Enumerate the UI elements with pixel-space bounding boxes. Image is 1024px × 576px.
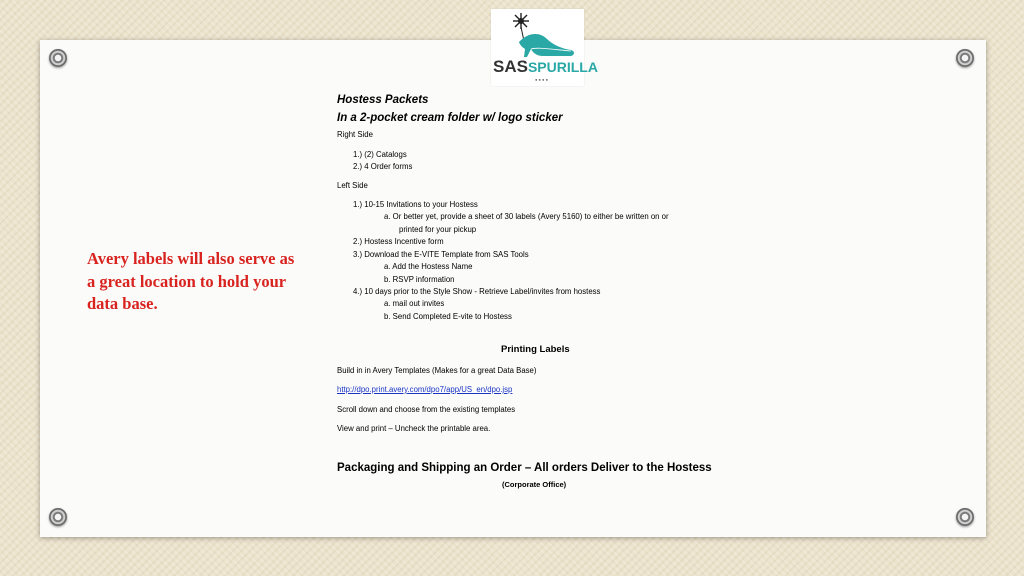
list-item: 2.) 4 Order forms bbox=[353, 162, 413, 171]
list-item: 1.) 10-15 Invitations to your Hostess bbox=[353, 200, 478, 209]
grommet-icon bbox=[49, 49, 67, 67]
printing-text: Scroll down and choose from the existing templates bbox=[337, 405, 516, 414]
list-item: 1.) (2) Catalogs bbox=[353, 150, 407, 159]
sub-list-item: b. RSVP information bbox=[384, 275, 455, 284]
printing-heading: Printing Labels bbox=[501, 344, 570, 355]
sub-list-item: a. Or better yet, provide a sheet of 30 labels (Avery 5160) to either be written on or bbox=[384, 212, 669, 221]
packaging-heading: Packaging and Shipping an Order – All orders Deliver to the Hostess bbox=[337, 462, 712, 474]
sub-list-item: a. Add the Hostess Name bbox=[384, 262, 473, 271]
sub-list-item: printed for your pickup bbox=[399, 225, 477, 234]
left-side-label: Left Side bbox=[337, 181, 368, 190]
printing-text: View and print – Uncheck the printable area. bbox=[337, 424, 491, 433]
sasspurilla-logo bbox=[491, 9, 598, 86]
printing-text: Build in in Avery Templates (Makes for a great Data Base) bbox=[337, 366, 537, 375]
sub-list-item: b. Send Completed E-vite to Hostess bbox=[384, 312, 512, 321]
list-item: 3.) Download the E-VITE Template from SAS Tools bbox=[353, 250, 529, 259]
doc-title: Hostess Packets bbox=[337, 94, 429, 106]
avery-callout: Avery labels will also serve as a great location to hold your data base. bbox=[87, 249, 295, 313]
list-item: 4.) 10 days prior to the Style Show - Retrieve Label/invites from hostess bbox=[353, 287, 601, 296]
grommet-icon bbox=[956, 508, 974, 526]
list-item: 2.) Hostess Incentive form bbox=[353, 237, 444, 246]
logo-wordmark: SASSPURILLA bbox=[493, 57, 598, 76]
logo-tagline: ● ● ● ● bbox=[535, 77, 548, 82]
avery-template-link[interactable]: http://dpo.print.avery.com/dpo7/app/US_en/dpo.jsp bbox=[337, 385, 513, 394]
grommet-icon bbox=[956, 49, 974, 67]
packaging-subheading: (Corporate Office) bbox=[502, 480, 567, 489]
grommet-icon bbox=[49, 508, 67, 526]
right-side-label: Right Side bbox=[337, 130, 373, 139]
doc-subtitle: In a 2-pocket cream folder w/ logo sticker bbox=[337, 112, 563, 124]
sub-list-item: a. mail out invites bbox=[384, 299, 445, 308]
